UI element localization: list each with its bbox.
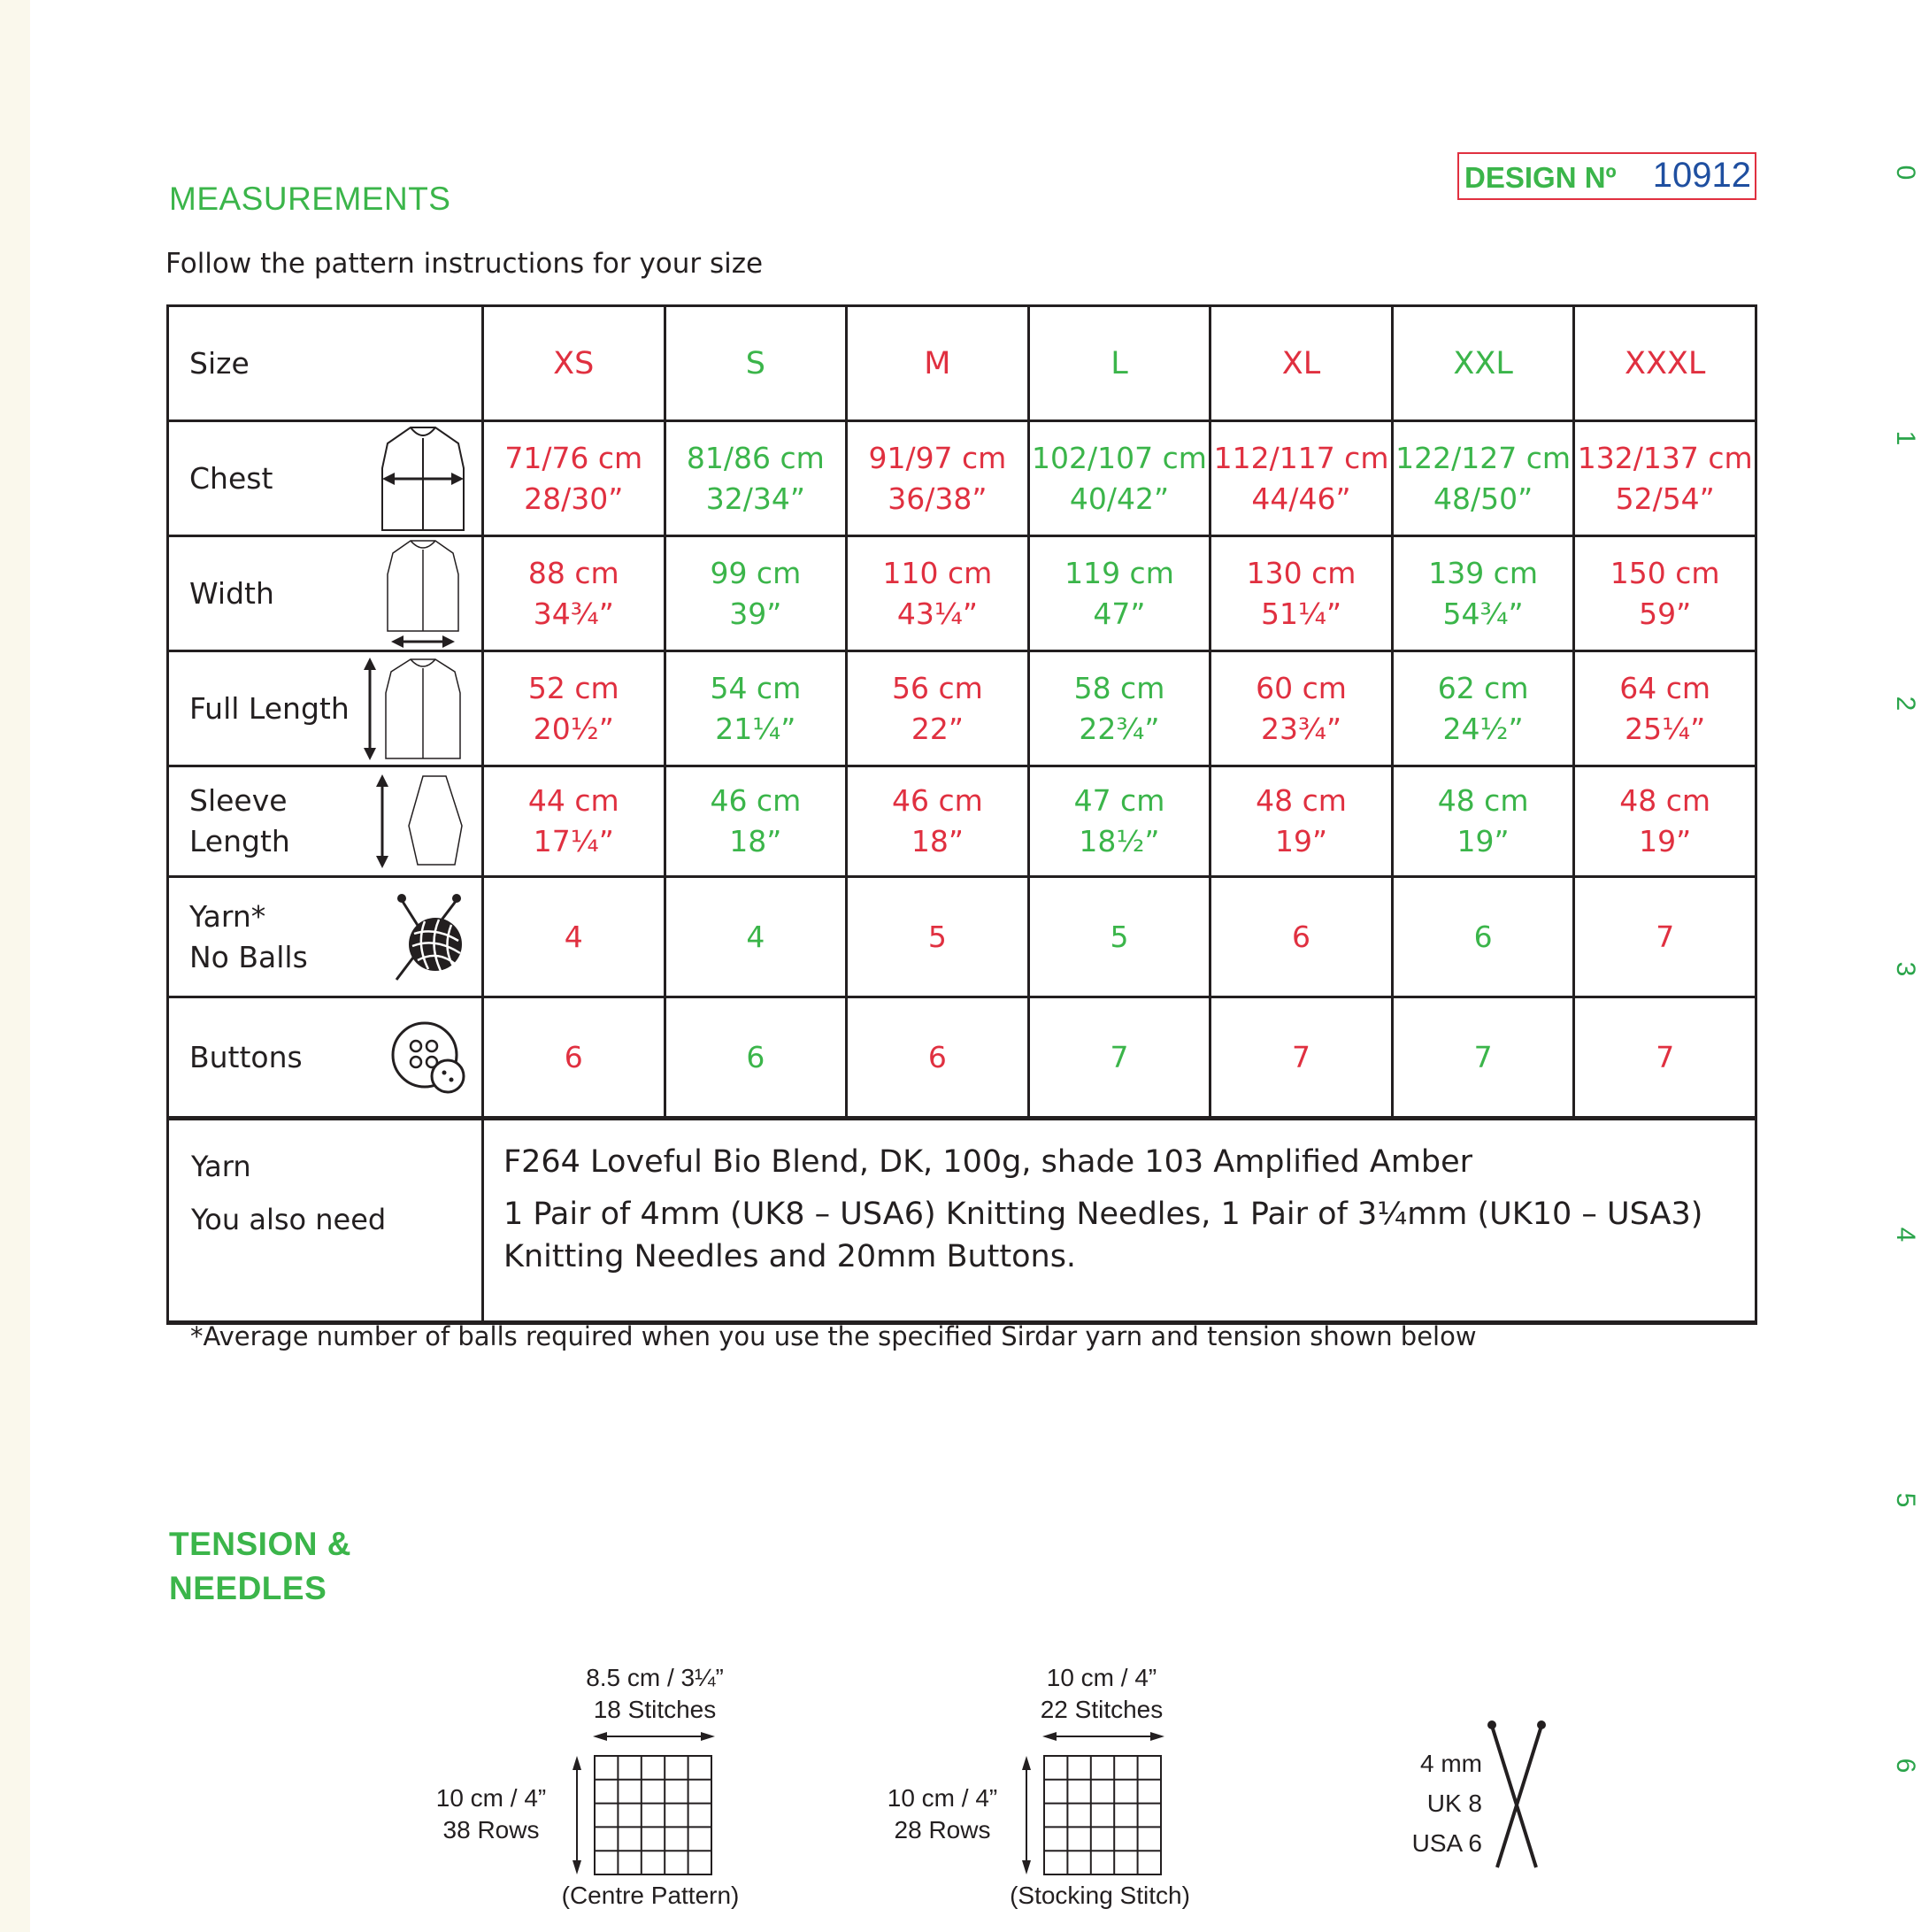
needle-uk: UK 8 (1426, 1790, 1482, 1817)
value-cm: 81/86 cm (686, 440, 825, 475)
value-balls: 6 (1292, 919, 1311, 954)
measurements-heading: MEASUREMENTS (169, 181, 451, 217)
tension-rows: 38 Rows (442, 1816, 540, 1843)
value-cell (665, 651, 847, 766)
value-buttons: 7 (1292, 1039, 1311, 1074)
value-cell (483, 997, 665, 1119)
needle-mm: 4 mm (1420, 1750, 1482, 1777)
ruler-number: 1 (1891, 430, 1920, 446)
size-cell (483, 306, 665, 421)
table-row-size (168, 306, 1756, 421)
value-in: 19” (1456, 824, 1510, 858)
table-row-sleeve-length (168, 766, 1756, 877)
value-cell (847, 536, 1029, 651)
value-cell (665, 421, 847, 536)
measurements-table (166, 304, 1757, 1325)
tension-width-label (995, 1662, 1208, 1726)
page-ruler (1876, 0, 1929, 1932)
size-cell (665, 306, 847, 421)
row-label-cell (168, 421, 483, 536)
row-label: Sleeve (189, 783, 288, 818)
value-cell (665, 766, 847, 877)
value-cell (847, 877, 1029, 997)
size-value: M (924, 345, 951, 381)
tension-heading-line: TENSION & (169, 1526, 351, 1562)
value-cell (1028, 421, 1210, 536)
value-cm: 46 cm (710, 783, 802, 818)
needle-usa: USA 6 (1411, 1829, 1482, 1857)
value-in: 59” (1639, 596, 1692, 631)
tension-heading-line: NEEDLES (169, 1570, 327, 1606)
value-cell (1574, 766, 1756, 877)
value-cm: 132/137 cm (1577, 440, 1753, 475)
value-cm: 56 cm (892, 670, 983, 705)
size-value: XL (1281, 345, 1321, 381)
value-in: 48/50” (1433, 481, 1533, 516)
value-cell (1574, 877, 1756, 997)
value-in: 28/30” (524, 481, 624, 516)
value-buttons: 6 (746, 1039, 765, 1074)
tension-heading (169, 1522, 351, 1611)
value-cm: 60 cm (1256, 670, 1347, 705)
value-cell (847, 766, 1029, 877)
value-cell (847, 651, 1029, 766)
value-cm: 130 cm (1246, 555, 1356, 590)
value-in: 44/46” (1251, 481, 1351, 516)
value-in: 17¼” (533, 824, 614, 858)
size-value: L (1111, 345, 1128, 381)
value-buttons: 7 (1110, 1039, 1129, 1074)
row-label-cell (168, 766, 483, 877)
cardigan-length-icon (361, 656, 469, 762)
value-buttons: 6 (564, 1039, 583, 1074)
value-cm: 112/117 cm (1213, 440, 1389, 475)
ruler-number: 2 (1891, 696, 1920, 712)
row-label-cell (168, 651, 483, 766)
value-cell (1028, 651, 1210, 766)
value-cell (1392, 997, 1574, 1119)
value-cell (1210, 651, 1393, 766)
value-cm: 62 cm (1437, 670, 1529, 705)
value-cm: 48 cm (1437, 783, 1529, 818)
value-cell (1392, 766, 1574, 877)
value-cell (1210, 877, 1393, 997)
value-in: 32/34” (705, 481, 805, 516)
value-in: 18” (911, 824, 964, 858)
value-cell (1028, 877, 1210, 997)
value-in: 36/38” (888, 481, 988, 516)
value-cell (1392, 651, 1574, 766)
value-cm: 150 cm (1610, 555, 1720, 590)
value-cell (1574, 421, 1756, 536)
value-cm: 99 cm (710, 555, 802, 590)
ruler-number: 3 (1891, 961, 1920, 977)
row-label: Full Length (189, 690, 350, 726)
value-in: 22¾” (1079, 711, 1160, 746)
size-label: Size (189, 345, 250, 381)
tension-height: 10 cm / 4” (435, 1784, 547, 1812)
value-cm: 110 cm (882, 555, 993, 590)
value-balls: 7 (1656, 919, 1675, 954)
value-in: 25¼” (1625, 711, 1706, 746)
value-buttons: 6 (927, 1039, 947, 1074)
ruler-number: 6 (1891, 1758, 1920, 1774)
value-cell (483, 421, 665, 536)
size-cell (1210, 306, 1393, 421)
tension-grid-icon (570, 1729, 720, 1880)
ruler-number: 4 (1891, 1227, 1920, 1243)
value-cm: 58 cm (1073, 670, 1165, 705)
row-label-cell (168, 306, 483, 421)
tension-caption: (Centre Pattern) (561, 1882, 740, 1909)
design-number-box (1457, 152, 1756, 200)
value-cell (1028, 997, 1210, 1119)
also-need-text: 1 Pair of 4mm (UK8 – USA6) Knitting Needles, 1 Pair of 3¼mm (UK10 – USA3) Knitting Needles and 20mm Buttons. (503, 1197, 1703, 1274)
knitting-needles-icon (1481, 1717, 1552, 1872)
value-in: 18½” (1079, 824, 1160, 858)
button-icon (389, 1020, 469, 1096)
value-cm: 48 cm (1619, 783, 1711, 818)
tension-stitches: 22 Stitches (1040, 1696, 1164, 1723)
size-cell (1392, 306, 1574, 421)
value-cell (1028, 766, 1210, 877)
tension-width: 10 cm / 4” (1046, 1664, 1157, 1691)
subtitle: Follow the pattern instructions for your size (165, 248, 764, 280)
row-label-cell (168, 877, 483, 997)
value-cell (847, 997, 1029, 1119)
value-in: 51¼” (1260, 596, 1342, 631)
value-cm: 91/97 cm (868, 440, 1007, 475)
value-in: 23¾” (1260, 711, 1342, 746)
value-in: 20½” (533, 711, 614, 746)
table-row-yarn (168, 1119, 1756, 1323)
footnote: *Average number of balls required when you use the specified Sirdar yarn and tension shown below (190, 1321, 1477, 1351)
needle-size-labels (1394, 1743, 1482, 1863)
row-label-cell (168, 997, 483, 1119)
size-cell (1574, 306, 1756, 421)
value-in: 47” (1093, 596, 1146, 631)
value-cm: 71/76 cm (504, 440, 643, 475)
value-cm: 44 cm (527, 783, 619, 818)
value-buttons: 7 (1656, 1039, 1675, 1074)
value-cell (665, 877, 847, 997)
value-balls: 5 (1110, 919, 1129, 954)
row-label: Width (189, 575, 274, 611)
row-label: Yarn* (189, 898, 266, 934)
table-row-width (168, 536, 1756, 651)
value-cell (665, 536, 847, 651)
tension-height-label (416, 1782, 566, 1846)
tension-height-label (867, 1782, 1018, 1846)
yarn-text: F264 Loveful Bio Blend, DK, 100g, shade 103 Amplified Amber (503, 1144, 1473, 1180)
design-label: DESIGN Nº (1464, 161, 1617, 194)
cardigan-chest-icon (377, 424, 469, 534)
value-cm: 119 cm (1064, 555, 1174, 590)
tension-caption: (Stocking Stitch) (1010, 1882, 1190, 1909)
value-cm: 48 cm (1256, 783, 1347, 818)
tension-stitches: 18 Stitches (593, 1696, 717, 1723)
value-cell (1574, 997, 1756, 1119)
row-label: Chest (189, 460, 273, 496)
value-balls: 4 (564, 919, 583, 954)
yarn-ball-icon (389, 891, 469, 983)
yarn-label-cell (168, 1119, 483, 1323)
value-cm: 88 cm (527, 555, 619, 590)
ruler-number: 5 (1891, 1492, 1920, 1508)
row-label-cell (168, 536, 483, 651)
page-edge-strip (0, 0, 30, 1932)
sleeve-length-icon (370, 773, 469, 870)
size-value: S (745, 345, 765, 381)
value-buttons: 7 (1473, 1039, 1493, 1074)
value-in: 54¾” (1442, 596, 1524, 631)
size-cell (847, 306, 1029, 421)
row-label: No Balls (189, 939, 308, 974)
value-cell (1210, 421, 1393, 536)
value-in: 34¾” (533, 596, 614, 631)
value-cell (1574, 651, 1756, 766)
value-cell (847, 421, 1029, 536)
value-balls: 4 (746, 919, 765, 954)
value-cell (483, 651, 665, 766)
table-row-buttons (168, 997, 1756, 1119)
value-cell (1392, 536, 1574, 651)
value-cm: 139 cm (1428, 555, 1538, 590)
value-in: 39” (729, 596, 782, 631)
cardigan-width-icon (377, 539, 469, 649)
value-balls: 6 (1473, 919, 1493, 954)
value-in: 19” (1274, 824, 1328, 858)
yarn-details-cell (483, 1119, 1756, 1323)
size-value: XXXL (1624, 345, 1706, 381)
value-cell (1210, 536, 1393, 651)
value-balls: 5 (927, 919, 947, 954)
size-cell (1028, 306, 1210, 421)
value-cell (1392, 421, 1574, 536)
yarn-label: Yarn (191, 1150, 251, 1183)
value-cell (1392, 877, 1574, 997)
value-cell (1210, 766, 1393, 877)
tension-grid-icon (1019, 1729, 1170, 1880)
value-cm: 102/107 cm (1032, 440, 1207, 475)
tension-height: 10 cm / 4” (887, 1784, 998, 1812)
value-cm: 122/127 cm (1395, 440, 1572, 475)
tension-rows: 28 Rows (894, 1816, 991, 1843)
value-cell (1028, 536, 1210, 651)
value-in: 52/54” (1615, 481, 1715, 516)
value-cm: 47 cm (1073, 783, 1165, 818)
value-in: 19” (1639, 824, 1692, 858)
also-need-label: You also need (191, 1203, 387, 1236)
tension-width: 8.5 cm / 3¼” (586, 1664, 724, 1691)
table-row-chest (168, 421, 1756, 536)
table-row-yarn-balls (168, 877, 1756, 997)
value-cm: 64 cm (1619, 670, 1711, 705)
value-cell (1574, 536, 1756, 651)
row-label: Buttons (189, 1039, 303, 1074)
ruler-number: 0 (1891, 165, 1920, 181)
value-cell (483, 877, 665, 997)
size-value: XXL (1453, 345, 1513, 381)
value-in: 24½” (1442, 711, 1524, 746)
value-in: 22” (911, 711, 964, 746)
value-cell (1210, 997, 1393, 1119)
value-cell (665, 997, 847, 1119)
value-in: 18” (729, 824, 782, 858)
table-row-full-length (168, 651, 1756, 766)
value-in: 21¼” (715, 711, 796, 746)
value-cm: 54 cm (710, 670, 802, 705)
row-label: Length (189, 824, 290, 858)
value-cell (483, 766, 665, 877)
value-in: 40/42” (1069, 481, 1170, 516)
tension-width-label (549, 1662, 761, 1726)
value-cm: 46 cm (892, 783, 983, 818)
value-cm: 52 cm (527, 670, 619, 705)
value-in: 43¼” (896, 596, 978, 631)
design-number: 10912 (1652, 156, 1751, 195)
size-value: XS (553, 345, 595, 381)
value-cell (483, 536, 665, 651)
